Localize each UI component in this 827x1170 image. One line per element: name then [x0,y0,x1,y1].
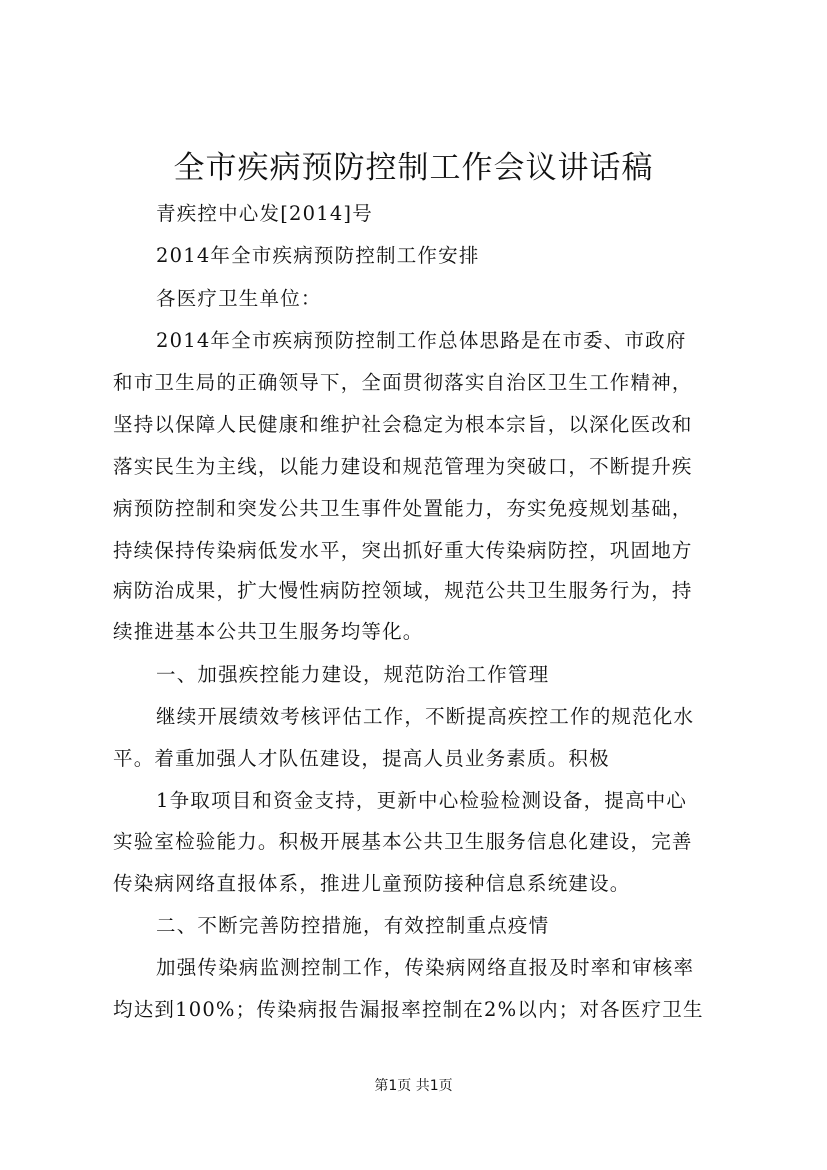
body-line: 实验室检验能力。积极开展基本公共卫生服务信息化建设，完善 [113,830,693,853]
body-line: 继续开展绩效考核评估工作，不断提高疾控工作的规范化水 [156,705,695,728]
body-line: 病防治成果，扩大慢性病防控领域，规范公共卫生服务行为，持 [113,579,693,602]
body-line: 续推进基本公共卫生服务均等化。 [113,620,424,643]
document-subject: 2014年全市疾病预防控制工作安排 [156,244,480,267]
section-heading: 二、不断完善防控措施，有效控制重点疫情 [156,914,550,937]
body-line: 传染病网络直报体系，推进儿童预防接种信息系统建设。 [113,872,631,895]
body-line: 持续保持传染病低发水平，突出抓好重大传染病防控，巩固地方 [113,539,693,562]
body-line: 落实民生为主线，以能力建设和规范管理为突破口，不断提升疾 [113,455,693,478]
body-line: 病预防控制和突发公共卫生事件处置能力，夯实免疫规划基础， [113,497,693,520]
page-footer: 第1页 共1页 [374,1078,453,1094]
body-line: 和市卫生局的正确领导下，全面贯彻落实自治区卫生工作精神， [113,371,693,394]
body-line: 加强传染病监测控制工作，传染病网络直报及时率和审核率 [156,956,695,979]
body-line: 1争取项目和资金支持，更新中心检验检测设备，提高中心 [156,789,688,812]
document-title: 全市疾病预防控制工作会议讲话稿 [173,150,654,186]
salutation: 各医疗卫生单位： [156,287,322,310]
body-line: 坚持以保障人民健康和维护社会稳定为根本宗旨，以深化医改和 [113,413,693,436]
body-line: 均达到100%；传染病报告漏报率控制在2%以内；对各医疗卫生 [113,998,704,1021]
section-heading: 一、加强疾控能力建设，规范防治工作管理 [156,663,550,686]
document-number: 青疾控中心发[2014]号 [156,202,373,225]
body-line: 2014年全市疾病预防控制工作总体思路是在市委、市政府 [156,329,687,352]
body-line: 平。着重加强人才队伍建设，提高人员业务素质。积极 [113,747,610,770]
